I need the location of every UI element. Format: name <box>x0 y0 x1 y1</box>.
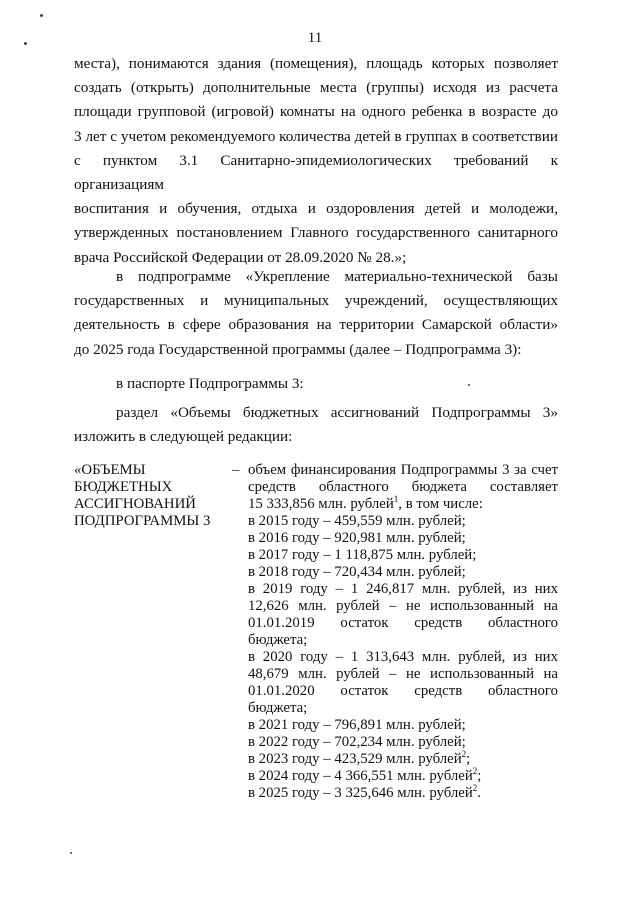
paragraph-passport <box>74 372 558 396</box>
page-number: 11 <box>307 30 323 46</box>
block-title-line: БЮДЖЕТНЫХ <box>74 479 173 495</box>
footnote-mark: 2 <box>472 783 478 794</box>
block-title-line: ПОДПРОГРАММЫ 3 <box>74 513 211 529</box>
block-dash: – <box>232 462 240 478</box>
text-line: утвержденных постановлением Главного государственного санитарного <box>74 224 558 242</box>
content-line: 12,626 млн. рублей – не использованный на <box>248 598 558 614</box>
text-line: до 2025 года Государственной программы (далее – Подпрограмма 3): <box>74 340 522 358</box>
content-line: объем финансирования Подпрограммы 3 за счет <box>248 462 558 478</box>
year-2023 <box>248 751 558 768</box>
footnote-mark: 2 <box>461 749 467 760</box>
text-line: создать (открыть) дополнительные места (группы) исходя из расчета <box>74 79 558 97</box>
content-text: . <box>477 785 481 801</box>
text-line: 3 лет с учетом рекомендуемого количества детей в группах в соответствии <box>74 127 558 145</box>
block-content <box>248 462 558 802</box>
text-line: площади групповой (игровой) комнаты на одного ребенка в возрасте до <box>74 103 558 121</box>
content-text: в 2025 году – 3 325,646 млн. рублей <box>248 785 473 801</box>
footnote-mark: 2 <box>472 766 478 777</box>
footnote-mark: 1 <box>393 494 399 505</box>
content-line: 48,679 млн. рублей – не использованный на <box>248 666 558 682</box>
text-line: в подпрограмме «Укрепление материально-технической базы <box>116 268 558 285</box>
scan-speck <box>40 14 43 17</box>
total-amount: 15 333,856 млн. рублей <box>248 496 394 512</box>
year-2025 <box>248 785 558 802</box>
content-text: ; <box>466 751 471 767</box>
year-2024 <box>248 768 558 785</box>
text-line: государственных и муниципальных учреждений, осуществляющих <box>74 292 558 310</box>
content-text: в 2024 году – 4 366,551 млн. рублей <box>248 768 473 784</box>
year-2017: в 2017 году – 1 118,875 млн. рублей; <box>248 547 477 563</box>
paragraph-section <box>74 401 558 449</box>
block-title-line: АССИГНОВАНИЙ <box>74 496 196 512</box>
scan-speck <box>24 42 27 45</box>
text-line: изложить в следующей редакции: <box>74 428 293 446</box>
text-line: воспитания и обучения, отдыха и оздоровления детей и молодежи, <box>74 200 558 218</box>
year-2021: в 2021 году – 796,891 млн. рублей; <box>248 717 466 733</box>
content-line: 01.01.2019 остаток средств областного <box>248 615 558 631</box>
year-2020: в 2020 году – 1 313,643 млн. рублей, из них <box>248 649 558 665</box>
year-2022: в 2022 году – 702,234 млн. рублей; <box>248 734 466 750</box>
paragraph-subprogram <box>74 265 558 362</box>
text-line: с пунктом 3.1 Санитарно-эпидемиологических требований к организациям <box>74 151 558 194</box>
content-line: 01.01.2020 остаток средств областного <box>248 683 558 699</box>
content-line: средств областного бюджета составляет <box>248 479 558 495</box>
scan-speck <box>70 852 72 854</box>
text-line: деятельность в сфере образования на территории Самарской области» <box>74 316 558 334</box>
text-line: раздел «Объемы бюджетных ассигнований Подпрограммы 3» <box>116 404 558 421</box>
content-line: бюджета; <box>248 632 308 648</box>
content-line <box>248 496 558 513</box>
content-line: бюджета; <box>248 700 308 716</box>
scan-speck <box>468 384 470 386</box>
content-text: ; <box>477 768 482 784</box>
text-line: места), понимаются здания (помещения), площадь которых позволяет <box>74 55 558 72</box>
text-line: в паспорте Подпрограммы 3: <box>116 375 304 392</box>
paragraph-continuation <box>74 52 558 270</box>
year-2018: в 2018 году – 720,434 млн. рублей; <box>248 564 466 580</box>
year-2016: в 2016 году – 920,981 млн. рублей; <box>248 530 466 546</box>
block-title <box>74 462 226 530</box>
content-text: , в том числе: <box>398 496 483 512</box>
year-2015: в 2015 году – 459,559 млн. рублей; <box>248 513 466 529</box>
content-text: в 2023 году – 423,529 млн. рублей <box>248 751 462 767</box>
text-line: врача Российской Федерации от 28.09.2020 № 28.»; <box>74 248 407 266</box>
year-2019: в 2019 году – 1 246,817 млн. рублей, из них <box>248 581 558 597</box>
block-title-line: «ОБЪЕМЫ <box>74 462 146 478</box>
